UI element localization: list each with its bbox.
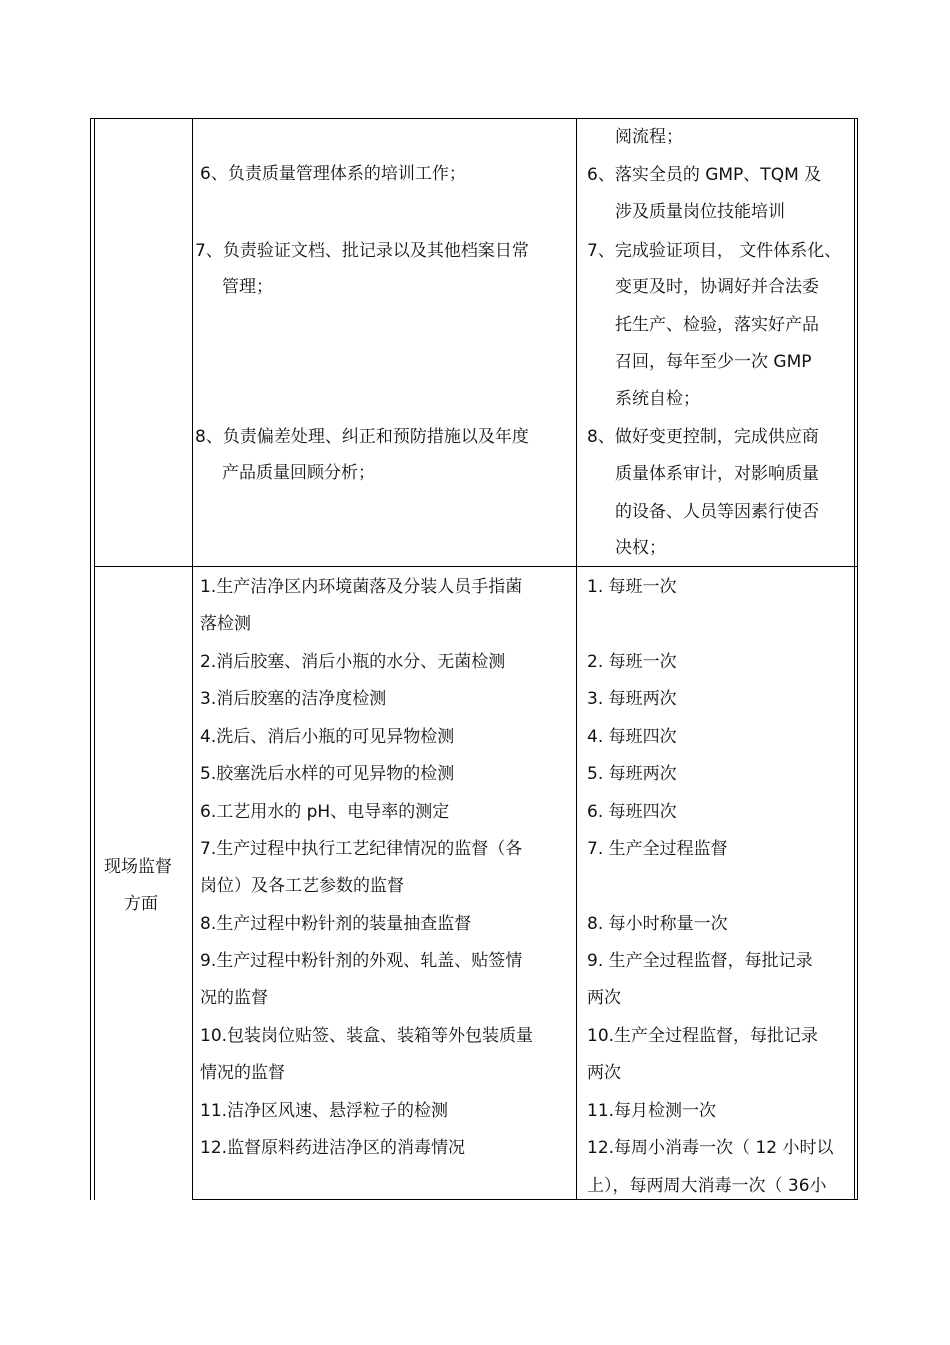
- frequency-item: 8. 每小时称量一次: [587, 914, 728, 934]
- frequency-item: 4. 每班四次: [587, 727, 677, 747]
- goal-line: 召回，每年至少一次 GMP: [615, 352, 812, 372]
- column-divider-2: [576, 118, 577, 1200]
- goal-line: 系统自检；: [615, 389, 700, 409]
- row-divider: [94, 566, 858, 567]
- frequency-item: 12.每周小消毒一次（ 12 小时以: [587, 1138, 834, 1158]
- top-border: [90, 118, 858, 119]
- supervision-item: 1.生产洁净区内环境菌落及分装人员手指菌: [200, 577, 523, 597]
- supervision-item: 况的监督: [200, 988, 268, 1008]
- supervision-item: 5.胶塞洗后水样的可见异物的检测: [200, 764, 455, 784]
- supervision-item: 3.消后胶塞的洁净度检测: [200, 689, 387, 709]
- responsibility-line: 6、负责质量管理体系的培训工作；: [200, 164, 466, 184]
- supervision-item: 8.生产过程中粉针剂的装量抽查监督: [200, 914, 472, 934]
- outer-right-border: [854, 118, 855, 1200]
- frequency-item: 5. 每班两次: [587, 764, 677, 784]
- supervision-item: 7.生产过程中执行工艺纪律情况的监督（各: [200, 839, 523, 859]
- goal-line: 质量体系审计，对影响质量: [615, 464, 819, 484]
- supervision-item: 岗位）及各工艺参数的监督: [200, 876, 404, 896]
- frequency-item: 1. 每班一次: [587, 577, 677, 597]
- category-label: 现场监督: [104, 857, 172, 877]
- supervision-item: 12.监督原料药进洁净区的消毒情况: [200, 1138, 466, 1158]
- frequency-item: 上），每两周大消毒一次（ 36小: [587, 1176, 827, 1196]
- supervision-item: 4.洗后、消后小瓶的可见异物检测: [200, 727, 455, 747]
- responsibility-line: 管理；: [222, 277, 273, 297]
- frequency-item: 2. 每班一次: [587, 652, 677, 672]
- frequency-item: 11.每月检测一次: [587, 1101, 717, 1121]
- frequency-item: 10.生产全过程监督，每批记录: [587, 1026, 819, 1046]
- goal-line: 阅流程；: [615, 127, 683, 147]
- supervision-item: 情况的监督: [200, 1063, 285, 1083]
- frequency-item: 7. 生产全过程监督: [587, 839, 728, 859]
- goal-line: 8、做好变更控制，完成供应商: [587, 427, 819, 447]
- outer-left-border: [90, 118, 91, 1200]
- frequency-item: 9. 生产全过程监督，每批记录: [587, 951, 813, 971]
- responsibility-line: 8、负责偏差处理、纠正和预防措施以及年度: [195, 427, 529, 447]
- frequency-item: 两次: [587, 1063, 621, 1083]
- supervision-item: 9.生产过程中粉针剂的外观、轧盖、贴签情: [200, 951, 523, 971]
- goal-line: 变更及时，协调好并合法委: [615, 277, 819, 297]
- goal-line: 7、完成验证项目， 文件体系化、: [587, 241, 842, 261]
- responsibility-line: 7、负责验证文档、批记录以及其他档案日常: [195, 241, 529, 261]
- goal-line: 托生产、检验，落实好产品: [615, 315, 819, 335]
- supervision-item: 落检测: [200, 614, 251, 634]
- frequency-item: 两次: [587, 988, 621, 1008]
- category-label: 方面: [124, 894, 158, 914]
- goal-line: 6、落实全员的 GMP、TQM 及: [587, 165, 822, 185]
- supervision-item: 10.包装岗位贴签、装盒、装箱等外包装质量: [200, 1026, 534, 1046]
- supervision-item: 6.工艺用水的 pH、电导率的测定: [200, 802, 450, 822]
- goal-line: 涉及质量岗位技能培训: [615, 202, 785, 222]
- outer-right-border-inner: [857, 118, 858, 1200]
- frequency-item: 3. 每班两次: [587, 689, 677, 709]
- responsibility-line: 产品质量回顾分析；: [222, 463, 375, 483]
- column-divider-1: [192, 118, 193, 1200]
- bottom-border: [192, 1199, 858, 1200]
- outer-left-border-inner: [94, 118, 95, 1200]
- frequency-item: 6. 每班四次: [587, 802, 677, 822]
- supervision-item: 2.消后胶塞、消后小瓶的水分、无菌检测: [200, 652, 506, 672]
- goal-line: 的设备、人员等因素行使否: [615, 502, 819, 522]
- goal-line: 决权；: [615, 538, 666, 558]
- supervision-item: 11.洁净区风速、悬浮粒子的检测: [200, 1101, 449, 1121]
